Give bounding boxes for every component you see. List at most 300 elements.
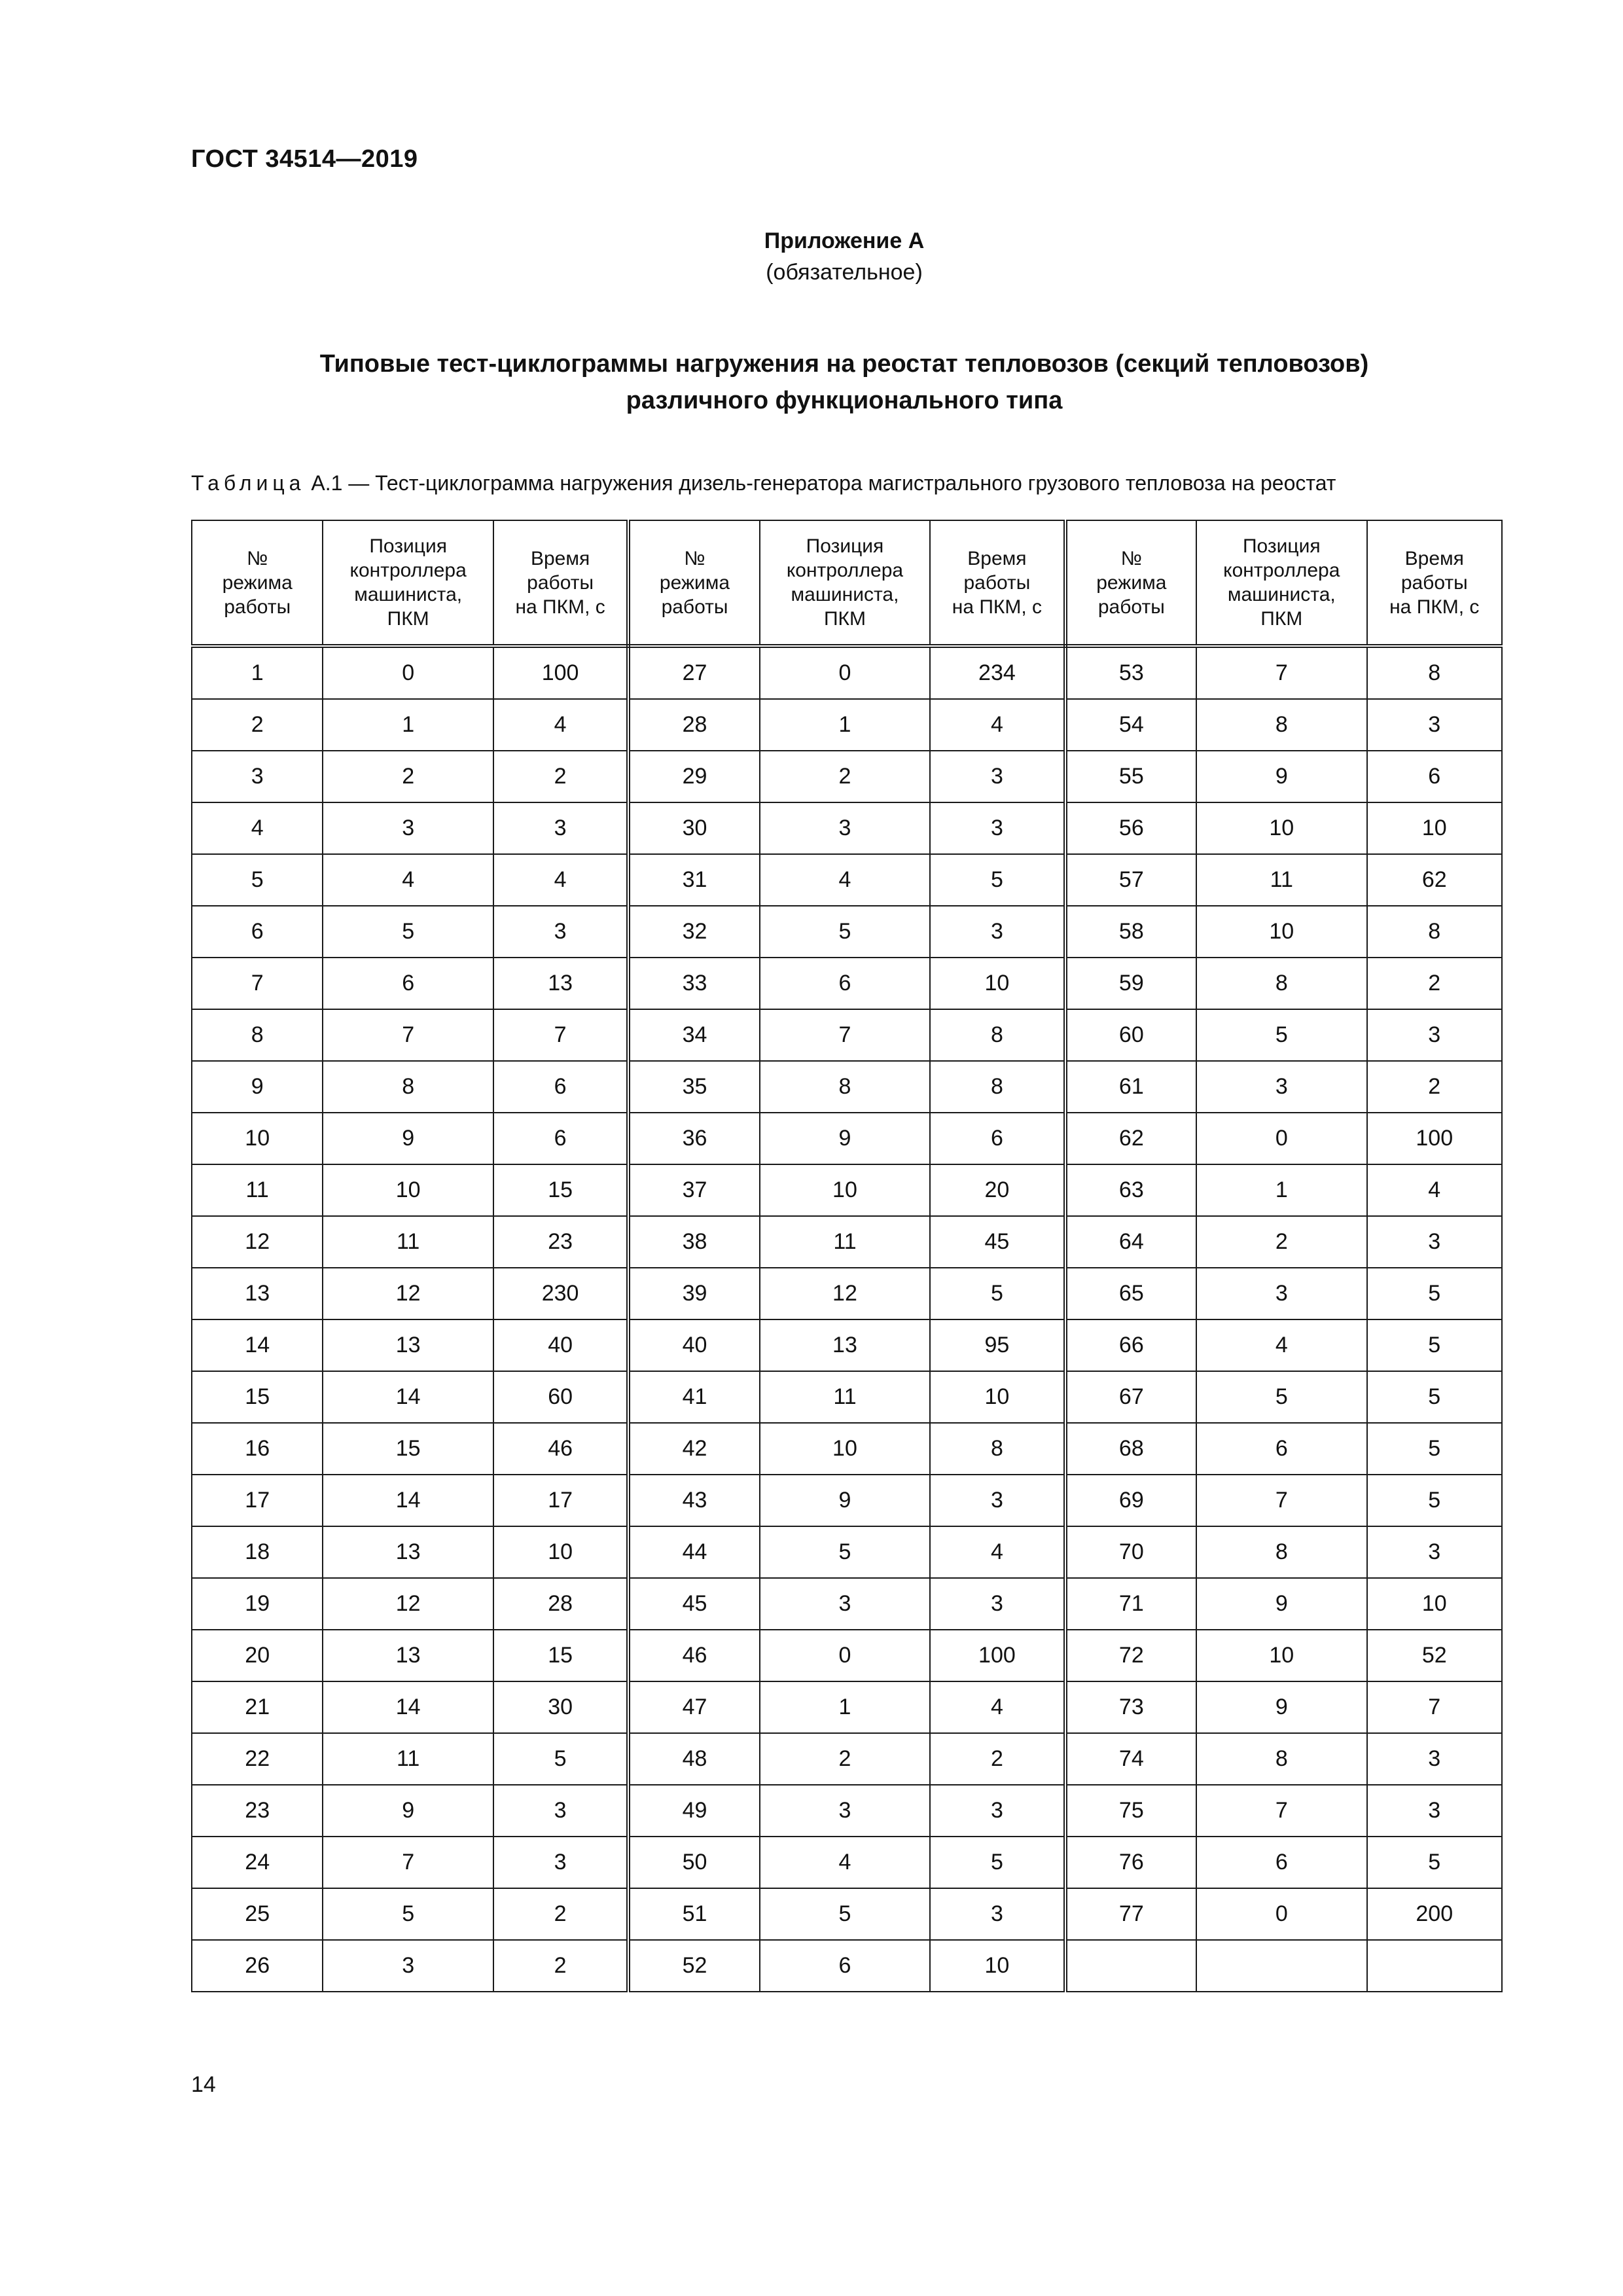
cell-controller-position: 5 <box>323 1888 493 1940</box>
cell-controller-position: 9 <box>760 1113 931 1164</box>
cell-controller-position: 3 <box>1196 1268 1367 1319</box>
cell-run-time: 8 <box>1367 906 1502 958</box>
cell-mode-number: 30 <box>628 802 759 854</box>
header-text-line: ПКМ <box>387 608 429 630</box>
cell-run-time: 95 <box>930 1319 1065 1371</box>
cell-controller-position: 6 <box>323 958 493 1009</box>
cell-mode-number: 48 <box>628 1733 759 1785</box>
cell-mode-number: 49 <box>628 1785 759 1837</box>
cell-run-time: 7 <box>493 1009 628 1061</box>
cell-mode-number: 55 <box>1065 751 1196 802</box>
header-text-line: машиниста, <box>1227 584 1336 605</box>
cell-run-time: 3 <box>930 906 1065 958</box>
cell-mode-number: 24 <box>192 1837 323 1888</box>
cell-run-time: 23 <box>493 1216 628 1268</box>
header-text-line: работы <box>1097 596 1165 618</box>
cell-run-time: 8 <box>930 1061 1065 1113</box>
cell-controller-position: 2 <box>760 751 931 802</box>
cell-controller-position: 9 <box>1196 1681 1367 1733</box>
cell-run-time: 3 <box>493 802 628 854</box>
cell-controller-position: 7 <box>323 1837 493 1888</box>
cell-controller-position: 4 <box>760 1837 931 1888</box>
cell-run-time: 2 <box>493 751 628 802</box>
cell-controller-position: 7 <box>1196 1475 1367 1526</box>
cell-controller-position: 10 <box>1196 802 1367 854</box>
header-text-line: работы <box>224 596 291 618</box>
cell-controller-position: 3 <box>760 802 931 854</box>
cell-mode-number: 32 <box>628 906 759 958</box>
cell-controller-position: 12 <box>323 1578 493 1630</box>
page-number: 14 <box>191 2072 216 2097</box>
cell-controller-position: 6 <box>760 1940 931 1992</box>
cell-run-time: 28 <box>493 1578 628 1630</box>
page-title-line-2: различного функционального типа <box>626 387 1063 414</box>
cell-controller-position: 4 <box>1196 1319 1367 1371</box>
cell-controller-position: 1 <box>1196 1164 1367 1216</box>
cell-mode-number: 23 <box>192 1785 323 1837</box>
cell-controller-position: 8 <box>1196 699 1367 751</box>
cell-run-time: 3 <box>1367 1216 1502 1268</box>
table-row <box>192 1164 1502 1216</box>
cell-controller-position: 4 <box>323 854 493 906</box>
cell-mode-number: 52 <box>628 1940 759 1992</box>
cell-controller-position: 9 <box>323 1113 493 1164</box>
table-row <box>192 1578 1502 1630</box>
header-text-line: Позиция <box>806 535 884 557</box>
cell-run-time: 230 <box>493 1268 628 1319</box>
cell-mode-number: 34 <box>628 1009 759 1061</box>
table-row <box>192 1216 1502 1268</box>
table-row <box>192 1061 1502 1113</box>
cell-run-time: 3 <box>1367 1009 1502 1061</box>
header-run-time <box>1367 520 1502 646</box>
cell-mode-number: 12 <box>192 1216 323 1268</box>
cell-run-time: 2 <box>493 1940 628 1992</box>
cell-controller-position: 7 <box>323 1009 493 1061</box>
header-text-line: № <box>1120 547 1142 569</box>
cell-run-time: 200 <box>1367 1888 1502 1940</box>
cell-mode-number: 16 <box>192 1423 323 1475</box>
cell-run-time: 4 <box>930 699 1065 751</box>
header-run-time <box>493 520 628 646</box>
cell-controller-position: 13 <box>323 1630 493 1681</box>
cell-mode-number: 60 <box>1065 1009 1196 1061</box>
cell-run-time: 10 <box>930 1371 1065 1423</box>
table-row <box>192 1940 1502 1992</box>
cell-controller-position: 7 <box>1196 1785 1367 1837</box>
table-row <box>192 1113 1502 1164</box>
cell-controller-position: 5 <box>323 906 493 958</box>
cell-controller-position: 8 <box>1196 1526 1367 1578</box>
cell-run-time: 8 <box>1367 646 1502 699</box>
cell-controller-position: 5 <box>1196 1009 1367 1061</box>
cell-run-time: 3 <box>930 751 1065 802</box>
cell-controller-position: 8 <box>1196 958 1367 1009</box>
cell-run-time: 3 <box>1367 1733 1502 1785</box>
cell-mode-number: 10 <box>192 1113 323 1164</box>
cell-run-time: 3 <box>930 1475 1065 1526</box>
cell-mode-number: 28 <box>628 699 759 751</box>
cell-controller-position: 1 <box>323 699 493 751</box>
cell-run-time: 4 <box>493 699 628 751</box>
cell-mode-number: 57 <box>1065 854 1196 906</box>
table-row <box>192 1837 1502 1888</box>
header-mode-number <box>192 520 323 646</box>
table-row <box>192 802 1502 854</box>
cell-mode-number: 66 <box>1065 1319 1196 1371</box>
cell-run-time: 5 <box>1367 1319 1502 1371</box>
header-text-line: машиниста, <box>791 584 899 605</box>
header-text-line: Время <box>530 547 590 569</box>
appendix-note: (обязательное) <box>766 260 923 285</box>
header-controller-position <box>760 520 931 646</box>
cell-controller-position: 8 <box>1196 1733 1367 1785</box>
cell-mode-number: 42 <box>628 1423 759 1475</box>
cell-run-time <box>1367 1940 1502 1992</box>
cell-run-time: 52 <box>1367 1630 1502 1681</box>
cell-controller-position: 13 <box>760 1319 931 1371</box>
cell-run-time: 6 <box>493 1113 628 1164</box>
cell-mode-number: 65 <box>1065 1268 1196 1319</box>
cell-controller-position: 13 <box>323 1526 493 1578</box>
cell-controller-position: 3 <box>760 1785 931 1837</box>
cell-controller-position: 4 <box>760 854 931 906</box>
cell-run-time: 4 <box>930 1681 1065 1733</box>
cell-run-time: 5 <box>1367 1837 1502 1888</box>
cell-run-time: 3 <box>1367 1785 1502 1837</box>
cell-controller-position: 11 <box>323 1216 493 1268</box>
cell-mode-number: 44 <box>628 1526 759 1578</box>
cell-mode-number: 63 <box>1065 1164 1196 1216</box>
cell-run-time: 4 <box>930 1526 1065 1578</box>
header-text-line: на ПКМ, с <box>952 596 1043 618</box>
cell-controller-position <box>1196 1940 1367 1992</box>
table-row <box>192 646 1502 699</box>
header-row <box>192 520 1502 646</box>
cell-run-time: 10 <box>930 958 1065 1009</box>
header-text-line: Время <box>967 547 1027 569</box>
cell-mode-number: 1 <box>192 646 323 699</box>
cell-run-time: 60 <box>493 1371 628 1423</box>
cell-run-time: 10 <box>1367 802 1502 854</box>
header-text-line: Позиция <box>1242 535 1321 557</box>
cell-controller-position: 11 <box>1196 854 1367 906</box>
table-row <box>192 1785 1502 1837</box>
cell-run-time: 45 <box>930 1216 1065 1268</box>
table-row <box>192 751 1502 802</box>
cell-mode-number: 76 <box>1065 1837 1196 1888</box>
cell-controller-position: 9 <box>323 1785 493 1837</box>
cell-controller-position: 9 <box>760 1475 931 1526</box>
cell-run-time: 2 <box>930 1733 1065 1785</box>
page-title-line-1: Типовые тест-циклограммы нагружения на реостат тепловозов (секций тепловозов) <box>319 350 1369 378</box>
table-row <box>192 1268 1502 1319</box>
cell-controller-position: 12 <box>760 1268 931 1319</box>
cell-run-time: 3 <box>1367 699 1502 751</box>
header-text-line: ПКМ <box>1260 608 1303 630</box>
cell-run-time: 2 <box>1367 958 1502 1009</box>
cell-mode-number: 18 <box>192 1526 323 1578</box>
cell-mode-number: 37 <box>628 1164 759 1216</box>
cell-run-time: 13 <box>493 958 628 1009</box>
cell-controller-position: 5 <box>1196 1371 1367 1423</box>
cell-mode-number: 36 <box>628 1113 759 1164</box>
table-row <box>192 1423 1502 1475</box>
header-text-line: № <box>684 547 705 569</box>
cell-run-time: 4 <box>493 854 628 906</box>
cell-mode-number: 46 <box>628 1630 759 1681</box>
cell-mode-number: 25 <box>192 1888 323 1940</box>
cell-controller-position: 8 <box>760 1061 931 1113</box>
cell-mode-number: 3 <box>192 751 323 802</box>
cell-controller-position: 11 <box>760 1371 931 1423</box>
table-caption <box>191 471 1507 495</box>
header-mode-number <box>628 520 759 646</box>
cell-mode-number: 35 <box>628 1061 759 1113</box>
cell-controller-position: 9 <box>1196 751 1367 802</box>
table-row <box>192 1009 1502 1061</box>
cell-mode-number: 41 <box>628 1371 759 1423</box>
cyclogram-table-container <box>191 520 1503 1992</box>
cell-mode-number: 38 <box>628 1216 759 1268</box>
header-text-line: на ПКМ, с <box>1389 596 1480 618</box>
cell-controller-position: 2 <box>323 751 493 802</box>
cell-run-time: 40 <box>493 1319 628 1371</box>
cell-mode-number: 9 <box>192 1061 323 1113</box>
cell-mode-number: 51 <box>628 1888 759 1940</box>
cell-controller-position: 6 <box>1196 1837 1367 1888</box>
cell-mode-number: 17 <box>192 1475 323 1526</box>
cell-mode-number: 69 <box>1065 1475 1196 1526</box>
cell-run-time: 46 <box>493 1423 628 1475</box>
header-mode-number <box>1065 520 1196 646</box>
cell-controller-position: 7 <box>760 1009 931 1061</box>
cell-mode-number: 77 <box>1065 1888 1196 1940</box>
cell-controller-position: 0 <box>323 646 493 699</box>
cell-run-time: 100 <box>1367 1113 1502 1164</box>
cell-mode-number: 15 <box>192 1371 323 1423</box>
cell-run-time: 5 <box>930 854 1065 906</box>
cell-mode-number: 6 <box>192 906 323 958</box>
cell-run-time: 3 <box>930 1785 1065 1837</box>
cell-controller-position: 5 <box>760 906 931 958</box>
cell-controller-position: 11 <box>323 1733 493 1785</box>
cell-mode-number <box>1065 1940 1196 1992</box>
cell-run-time: 10 <box>493 1526 628 1578</box>
header-text-line: работы <box>527 571 594 594</box>
cell-run-time: 3 <box>930 1578 1065 1630</box>
cell-mode-number: 68 <box>1065 1423 1196 1475</box>
table-row <box>192 1371 1502 1423</box>
cell-controller-position: 6 <box>1196 1423 1367 1475</box>
header-text-line: режима <box>1096 571 1167 594</box>
cell-run-time: 100 <box>493 646 628 699</box>
cell-mode-number: 5 <box>192 854 323 906</box>
cell-controller-position: 11 <box>760 1216 931 1268</box>
header-text-line: Время <box>1404 547 1464 569</box>
cell-mode-number: 2 <box>192 699 323 751</box>
cell-mode-number: 39 <box>628 1268 759 1319</box>
cell-run-time: 3 <box>493 906 628 958</box>
cell-run-time: 17 <box>493 1475 628 1526</box>
cyclogram-table <box>191 520 1503 1992</box>
header-text-line: работы <box>1400 571 1468 594</box>
cell-run-time: 5 <box>1367 1268 1502 1319</box>
table-row <box>192 1319 1502 1371</box>
cell-mode-number: 64 <box>1065 1216 1196 1268</box>
cell-mode-number: 71 <box>1065 1578 1196 1630</box>
cell-mode-number: 19 <box>192 1578 323 1630</box>
cell-run-time: 5 <box>493 1733 628 1785</box>
table-caption-label: Таблица <box>191 471 306 495</box>
cell-mode-number: 45 <box>628 1578 759 1630</box>
cell-mode-number: 40 <box>628 1319 759 1371</box>
cell-mode-number: 73 <box>1065 1681 1196 1733</box>
header-text-line: ПКМ <box>823 608 866 630</box>
cell-controller-position: 0 <box>760 1630 931 1681</box>
header-text-line: Позиция <box>369 535 447 557</box>
cell-mode-number: 26 <box>192 1940 323 1992</box>
header-text-line: режима <box>222 571 293 594</box>
cell-controller-position: 1 <box>760 1681 931 1733</box>
header-text-line: работы <box>963 571 1031 594</box>
header-text-line: работы <box>661 596 728 618</box>
cell-controller-position: 12 <box>323 1268 493 1319</box>
cell-controller-position: 8 <box>323 1061 493 1113</box>
table-row <box>192 1733 1502 1785</box>
table-row <box>192 1888 1502 1940</box>
table-row <box>192 1475 1502 1526</box>
cell-mode-number: 61 <box>1065 1061 1196 1113</box>
cell-controller-position: 2 <box>760 1733 931 1785</box>
cell-controller-position: 1 <box>760 699 931 751</box>
cell-mode-number: 22 <box>192 1733 323 1785</box>
cell-run-time: 100 <box>930 1630 1065 1681</box>
cell-run-time: 15 <box>493 1164 628 1216</box>
appendix-heading <box>0 225 1623 288</box>
table-row <box>192 906 1502 958</box>
cell-controller-position: 10 <box>1196 906 1367 958</box>
cell-run-time: 3 <box>493 1837 628 1888</box>
header-text-line: № <box>247 547 268 569</box>
cell-controller-position: 9 <box>1196 1578 1367 1630</box>
table-row <box>192 958 1502 1009</box>
table-caption-text: А.1 — Тест-циклограмма нагружения дизель-генератора магистрального грузового тепловоза на реостат <box>311 471 1336 495</box>
cell-mode-number: 29 <box>628 751 759 802</box>
table-row <box>192 699 1502 751</box>
cell-run-time: 8 <box>930 1009 1065 1061</box>
cell-mode-number: 67 <box>1065 1371 1196 1423</box>
page-title <box>191 346 1497 419</box>
cell-run-time: 10 <box>930 1940 1065 1992</box>
cell-mode-number: 50 <box>628 1837 759 1888</box>
cell-controller-position: 10 <box>1196 1630 1367 1681</box>
cell-mode-number: 33 <box>628 958 759 1009</box>
cell-run-time: 5 <box>930 1837 1065 1888</box>
cell-run-time: 5 <box>1367 1423 1502 1475</box>
cell-mode-number: 20 <box>192 1630 323 1681</box>
cell-controller-position: 0 <box>760 646 931 699</box>
header-text-line: контроллера <box>786 560 904 581</box>
cell-mode-number: 62 <box>1065 1113 1196 1164</box>
cell-mode-number: 43 <box>628 1475 759 1526</box>
cell-controller-position: 7 <box>1196 646 1367 699</box>
cell-mode-number: 54 <box>1065 699 1196 751</box>
header-text-line: машиниста, <box>354 584 463 605</box>
cell-controller-position: 3 <box>1196 1061 1367 1113</box>
document-code: ГОСТ 34514—2019 <box>191 145 418 173</box>
cell-controller-position: 3 <box>323 1940 493 1992</box>
header-text-line: режима <box>659 571 730 594</box>
cell-run-time: 20 <box>930 1164 1065 1216</box>
cell-run-time: 15 <box>493 1630 628 1681</box>
cell-run-time: 7 <box>1367 1681 1502 1733</box>
cell-mode-number: 8 <box>192 1009 323 1061</box>
cell-run-time: 3 <box>1367 1526 1502 1578</box>
cell-run-time: 234 <box>930 646 1065 699</box>
header-text-line: на ПКМ, с <box>515 596 605 618</box>
cell-mode-number: 75 <box>1065 1785 1196 1837</box>
cell-controller-position: 13 <box>323 1319 493 1371</box>
cell-controller-position: 14 <box>323 1475 493 1526</box>
cell-mode-number: 74 <box>1065 1733 1196 1785</box>
cell-run-time: 5 <box>930 1268 1065 1319</box>
cell-controller-position: 0 <box>1196 1888 1367 1940</box>
header-text-line: контроллера <box>349 560 467 581</box>
table-row <box>192 1526 1502 1578</box>
cell-mode-number: 11 <box>192 1164 323 1216</box>
cell-run-time: 8 <box>930 1423 1065 1475</box>
cell-controller-position: 14 <box>323 1371 493 1423</box>
header-text-line: контроллера <box>1223 560 1340 581</box>
cell-controller-position: 3 <box>760 1578 931 1630</box>
cell-run-time: 62 <box>1367 854 1502 906</box>
cell-run-time: 4 <box>1367 1164 1502 1216</box>
cell-mode-number: 58 <box>1065 906 1196 958</box>
cell-mode-number: 59 <box>1065 958 1196 1009</box>
cell-run-time: 2 <box>1367 1061 1502 1113</box>
cell-run-time: 6 <box>930 1113 1065 1164</box>
cell-run-time: 3 <box>930 802 1065 854</box>
cell-run-time: 6 <box>1367 751 1502 802</box>
appendix-title: Приложение А <box>764 228 925 253</box>
cell-run-time: 2 <box>493 1888 628 1940</box>
cell-run-time: 3 <box>930 1888 1065 1940</box>
cell-controller-position: 5 <box>760 1526 931 1578</box>
cell-controller-position: 2 <box>1196 1216 1367 1268</box>
cell-mode-number: 47 <box>628 1681 759 1733</box>
cell-controller-position: 5 <box>760 1888 931 1940</box>
cell-mode-number: 21 <box>192 1681 323 1733</box>
cell-mode-number: 72 <box>1065 1630 1196 1681</box>
cell-controller-position: 10 <box>760 1423 931 1475</box>
header-run-time <box>930 520 1065 646</box>
cell-mode-number: 14 <box>192 1319 323 1371</box>
table-body <box>192 646 1502 1992</box>
cell-controller-position: 10 <box>323 1164 493 1216</box>
cell-controller-position: 0 <box>1196 1113 1367 1164</box>
cell-mode-number: 4 <box>192 802 323 854</box>
cell-mode-number: 7 <box>192 958 323 1009</box>
table-row <box>192 1630 1502 1681</box>
header-controller-position <box>323 520 493 646</box>
cell-run-time: 30 <box>493 1681 628 1733</box>
cell-run-time: 5 <box>1367 1371 1502 1423</box>
cell-controller-position: 6 <box>760 958 931 1009</box>
cell-run-time: 6 <box>493 1061 628 1113</box>
cell-run-time: 5 <box>1367 1475 1502 1526</box>
table-header <box>192 520 1502 646</box>
